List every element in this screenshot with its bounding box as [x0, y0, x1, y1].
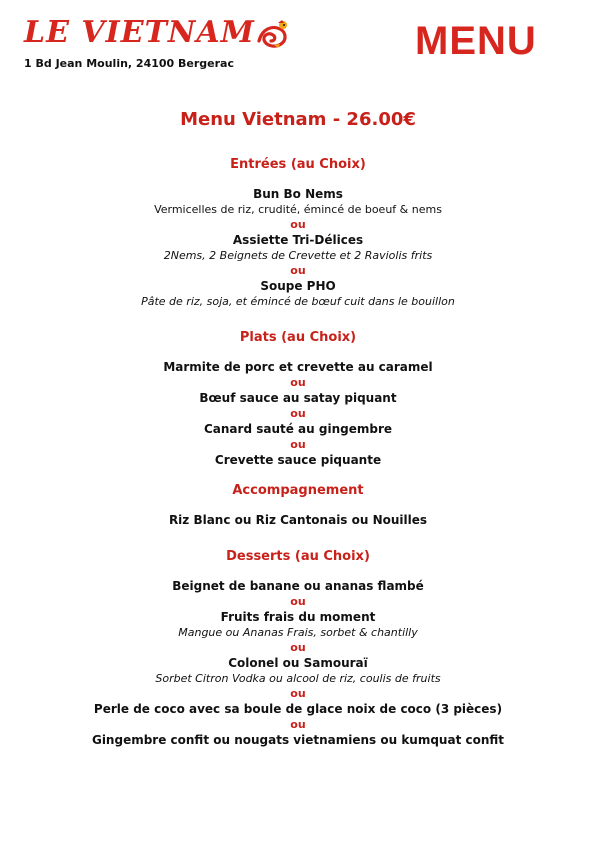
- dessert-description: Mangue ou Ananas Frais, sorbet & chantilly: [178, 626, 418, 639]
- plats-section: [0, 329, 596, 468]
- section-title-desserts: Desserts (au Choix): [226, 549, 370, 564]
- dessert-description: Sorbet Citron Vodka ou alcool de riz, coulis de fruits: [155, 672, 441, 685]
- dessert-name: Perle de coco avec sa boule de glace noix de coco (3 pièces): [93, 702, 503, 716]
- or-separator: ou: [290, 718, 306, 731]
- entree-name: Assiette Tri-Délices: [232, 233, 364, 247]
- or-separator: ou: [290, 687, 306, 700]
- entrees-section: [0, 156, 596, 309]
- or-separator: ou: [290, 595, 306, 608]
- or-separator: ou: [290, 438, 306, 451]
- section-title-plats: Plats (au Choix): [239, 330, 357, 345]
- entree-name: Bun Bo Nems: [253, 187, 343, 201]
- plat-name: Crevette sauce piquante: [214, 453, 382, 467]
- entree-name: Soupe PHO: [260, 279, 336, 293]
- plat-name: Marmite de porc et crevette au caramel: [163, 360, 433, 374]
- dessert-name: Colonel ou Samouraï: [228, 656, 368, 670]
- accompagnement-text: Riz Blanc ou Riz Cantonais ou Nouilles: [168, 513, 428, 527]
- or-separator: ou: [290, 264, 306, 277]
- restaurant-address: 1 Bd Jean Moulin, 24100 Bergerac: [24, 57, 234, 70]
- plat-name: Canard sauté au gingembre: [203, 422, 392, 436]
- restaurant-logo: [24, 16, 290, 50]
- menu-title: Menu Vietnam - 26.00€: [180, 109, 416, 130]
- section-title-entrees: Entrées (au Choix): [230, 157, 366, 172]
- desserts-section: [0, 548, 596, 748]
- entree-description: Vermicelles de riz, crudité, émincé de boeuf & nems: [154, 203, 442, 216]
- dessert-name: Gingembre confit ou nougats vietnamiens ou kumquat confit: [91, 733, 505, 747]
- accompagnement-section: [0, 482, 596, 528]
- or-separator: ou: [290, 218, 306, 231]
- or-separator: ou: [290, 641, 306, 654]
- dessert-name: Beignet de banane ou ananas flambé: [172, 579, 424, 593]
- entree-description: 2Nems, 2 Beignets de Crevette et 2 Raviolis frits: [163, 249, 433, 262]
- entree-description: Pâte de riz, soja, et émincé de bœuf cuit dans le bouillon: [141, 295, 455, 308]
- logo-text: LE VIETNAM: [24, 15, 255, 50]
- menu-heading: MENU: [415, 19, 537, 63]
- plat-name: Bœuf sauce au satay piquant: [199, 391, 397, 405]
- section-title-accompagnement: Accompagnement: [232, 483, 364, 498]
- or-separator: ou: [290, 407, 306, 420]
- dessert-name: Fruits frais du moment: [220, 610, 376, 624]
- menu-content: [0, 108, 596, 748]
- dragon-icon: [256, 19, 290, 49]
- or-separator: ou: [290, 376, 306, 389]
